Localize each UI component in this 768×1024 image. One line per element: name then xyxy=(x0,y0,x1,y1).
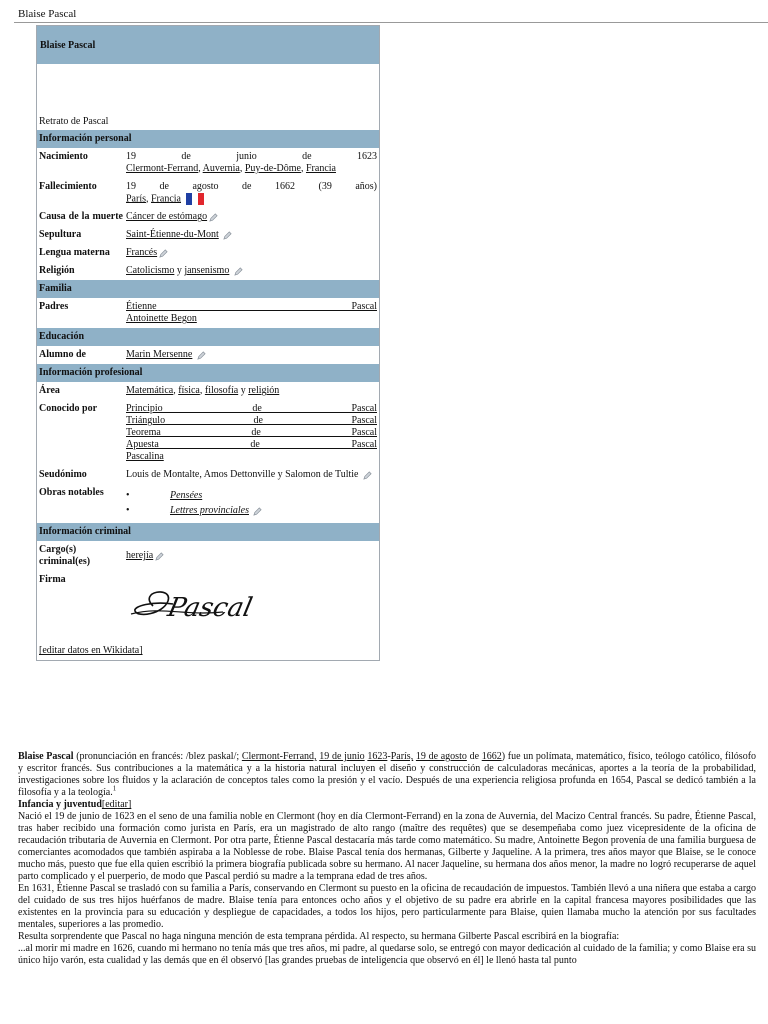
pencil-edit-icon[interactable] xyxy=(197,351,206,360)
link-matematica[interactable]: Matemática xyxy=(126,385,174,397)
link-paris[interactable]: París xyxy=(126,193,146,205)
link-burial[interactable]: Saint-Étienne-du-Mont xyxy=(126,229,219,241)
edit-section-link[interactable]: [editar] xyxy=(101,799,132,810)
label-religion: Religión xyxy=(39,265,75,277)
row-charges xyxy=(37,541,379,571)
label-death: Fallecimiento xyxy=(39,181,97,192)
pencil-edit-icon[interactable] xyxy=(223,231,232,240)
section-professional: Información profesional xyxy=(37,364,379,382)
paragraph-4: ...al morir mi madre en 1626, cuando mi hermano no tenía más que tres años, mi padre, al quedarse solo, se entregó con mayor dedicación al cuidado de la familia; y como Blaise era su único hijo varón, esta cualidad y las demás que en él observó [las grandes pruebas de inteligencia que observó en él] le llenó hasta tal punto xyxy=(18,943,756,966)
france-flag-icon xyxy=(186,193,204,205)
row-known xyxy=(37,400,379,466)
section-criminal: Información criminal xyxy=(37,523,379,541)
portrait-image xyxy=(37,64,379,114)
link-clermont[interactable]: Clermont-Ferrand xyxy=(126,163,199,174)
link-birth-date[interactable]: 19 de junio xyxy=(319,751,365,762)
pencil-edit-icon[interactable] xyxy=(159,249,168,258)
pencil-edit-icon[interactable] xyxy=(253,507,262,516)
link-auvernia[interactable]: Auvernia xyxy=(202,163,240,174)
row-religion: Religión Catolicismo y jansenismo xyxy=(37,262,379,280)
label-area: Área xyxy=(39,385,60,397)
row-burial xyxy=(37,226,379,244)
link-francia-death[interactable]: Francia xyxy=(151,193,181,205)
heading-infancia: Infancia y juventud xyxy=(18,799,102,810)
paragraph-3: Resulta sorprendente que Pascal no haga ninguna mención de esta temprana pérdida. Al respecto, su hermana Gilberte Pascal escribirá en la biografía: xyxy=(18,931,620,942)
label-language: Lengua materna xyxy=(39,247,110,259)
pencil-edit-icon[interactable] xyxy=(234,267,243,276)
link-pascalina[interactable]: Pascalina xyxy=(126,451,164,463)
signature-text: Pascal xyxy=(165,593,255,624)
infobox-title: Blaise Pascal xyxy=(37,26,379,64)
pencil-edit-icon[interactable] xyxy=(209,213,218,222)
row-area: Área Matemática, física, filosofía y religión xyxy=(39,385,280,397)
link-mersenne[interactable]: Marin Mersenne xyxy=(126,349,193,361)
article-body xyxy=(18,751,756,967)
link-provinciales[interactable]: Lettres provinciales xyxy=(170,505,249,517)
link-birth-year[interactable]: 1623 xyxy=(367,751,388,762)
row-language xyxy=(37,244,379,262)
edit-wikidata-link[interactable]: [editar datos en Wikidata] xyxy=(39,645,143,657)
label-pseudonym: Seudónimo xyxy=(39,469,87,481)
bullet-icon: • xyxy=(126,505,130,517)
link-jansenismo[interactable]: jansenismo xyxy=(184,265,230,277)
label-alumni: Alumno de xyxy=(39,349,86,361)
link-principio[interactable]: Principio de Pascal xyxy=(126,403,377,415)
signature-image xyxy=(123,576,293,636)
bullet-icon: • xyxy=(126,490,130,502)
link-francia-birth[interactable]: Francia xyxy=(305,163,336,174)
lead-paragraph: Blaise Pascal (pronunciación en francés: /blez paskal/; Clermont-Ferrand, 19 de junio 1623-París, 19 de agosto de 1662) fue un polímata, matemático, físico, teólogo católico, filósofo y escritor francés. Sus contribuciones a la matemática y a la historia natural incluyen el diseño y construcción de calculadoras mecánicas, aportes a la teoría de la probabilidad, investigaciones sobre los fluidos y la aclaración de conceptos tales como la presión y el vacío. Después de una experiencia religiosa profunda en 1654, Pascal se dedicó también a la filosofía y a la teología.$^1$ xyxy=(18,751,757,798)
link-religion[interactable]: religión xyxy=(248,385,280,397)
link-teorema[interactable]: Teorema de Pascal xyxy=(126,427,377,439)
label-works: Obras notables xyxy=(39,487,104,499)
link-antoinette-begon[interactable]: Antoinette Begon xyxy=(126,313,197,325)
link-clermont-lead[interactable]: Clermont-Ferrand, xyxy=(241,751,317,762)
row-cause xyxy=(37,208,379,226)
link-language[interactable]: Francés xyxy=(126,247,158,259)
lead-name: Blaise Pascal xyxy=(18,751,74,762)
link-puy-de-dome[interactable]: Puy-de-Dôme xyxy=(244,163,301,174)
link-paris-lead[interactable]: París, xyxy=(390,751,414,762)
link-triangulo[interactable]: Triángulo de Pascal xyxy=(126,415,377,427)
death-date: 19 de agosto de 1662 (39 años) xyxy=(126,181,377,192)
link-apuesta[interactable]: Apuesta de Pascal xyxy=(126,439,377,451)
link-pensees[interactable]: Pensées xyxy=(170,490,203,502)
row-works xyxy=(37,484,379,523)
row-alumni xyxy=(37,346,379,364)
birth-date: 19 de junio de 1623 xyxy=(126,151,377,162)
link-etienne-pascal[interactable]: Étienne Pascal xyxy=(126,301,377,313)
section-family: Familia xyxy=(37,280,379,298)
row-death: Fallecimiento 19 de agosto de 1662 (39 años) París, Francia xyxy=(39,181,377,205)
page-title: Blaise Pascal xyxy=(18,8,77,20)
link-fisica[interactable]: física xyxy=(178,385,200,397)
paragraph-2: En 1631, Étienne Pascal se trasladó con su familia a París, conservando en Clermont su puesto en la oficina de recaudación de impuestos. También llevó a una niñera que estaba a cargo del cuidado de sus tres hijos huérfanos de madre. Blaise tenía para entonces ocho años y el objetivo de su padre era abrirle en la capital francesa mayores posibilidades que las existentes en la provincia para su educación y despliegue de capacidades, a todos los hijos, pero particularmente para Blaise, quien llamaba mucho la atención por sus facultades mentales, superiores a las promedio. xyxy=(18,883,756,930)
section-personal: Información personal xyxy=(37,130,379,148)
link-herejia[interactable]: herejía xyxy=(126,550,154,562)
link-catolicismo[interactable]: Catolicismo xyxy=(126,265,175,277)
paragraph-1: Nació el 19 de junio de 1623 en el seno de una familia noble en Clermont (hoy en día Clermont-Ferrand) en la zona de Auvernia, del Macizo Central francés. Su padre, Étienne Pascal, tras haber recibido una formación como jurista en París, era un magistrado de alto rango (maître des requêtes) que se desempeñaba como juez vicepresidente de la oficina de recaudación tributaria de Auvernia en Clermont. Por otra parte, Étienne Pascal destacaría más tarde como matemático. Su madre, Antoinette Begon provenía de una familia burguesa de comerciantes acomodados que también aspiraba a la Noblesse de robe. Blaise Pascal tenía dos hermanas, Gilberte y Jaqueline. A la primera, tres años mayor que Blaise, se le conoce mucho más, puesto que fue ella quien escribió la primera biografía publicada sobre su hermano. Al nacer Jaqueline, su hermana dos años menor, la madre no logró recuperarse de aquel parto complicado y el puerperio, de modo que Pascal perdió su madre a la temprana edad de tres años. xyxy=(18,811,756,882)
label-known: Conocido por xyxy=(39,403,98,415)
link-cause[interactable]: Cáncer de estómago xyxy=(126,211,208,223)
infobox xyxy=(36,25,380,661)
pencil-edit-icon[interactable] xyxy=(155,552,164,561)
list-item xyxy=(126,490,377,502)
label-cause: Causa de la muerte xyxy=(39,211,123,223)
label-charges: Cargo(s) criminal(es) xyxy=(39,544,91,568)
label-birth: Nacimiento xyxy=(39,151,88,162)
link-death-date[interactable]: 19 de agosto xyxy=(415,751,467,762)
list-item xyxy=(126,505,377,517)
label-signature: Firma xyxy=(39,574,66,586)
title-divider xyxy=(14,22,768,23)
section-education: Educación xyxy=(37,328,379,346)
pencil-edit-icon[interactable] xyxy=(363,471,372,480)
row-pseudonym xyxy=(37,466,379,484)
portrait-caption: Retrato de Pascal xyxy=(39,116,109,127)
pseudonym-value: Louis de Montalte, Amos Dettonville y Salomon de Tultie xyxy=(126,469,359,481)
footnote-ref[interactable]: 1 xyxy=(112,784,117,793)
row-parents xyxy=(37,298,379,328)
link-filosofia[interactable]: filosofía xyxy=(204,385,239,397)
link-death-year[interactable]: 1662 xyxy=(481,751,502,762)
label-burial: Sepultura xyxy=(39,229,82,241)
label-parents: Padres xyxy=(39,301,69,313)
row-birth: Nacimiento 19 de junio de 1623 Clermont-Ferrand, Auvernia, Puy-de-Dôme, Francia xyxy=(39,151,377,174)
